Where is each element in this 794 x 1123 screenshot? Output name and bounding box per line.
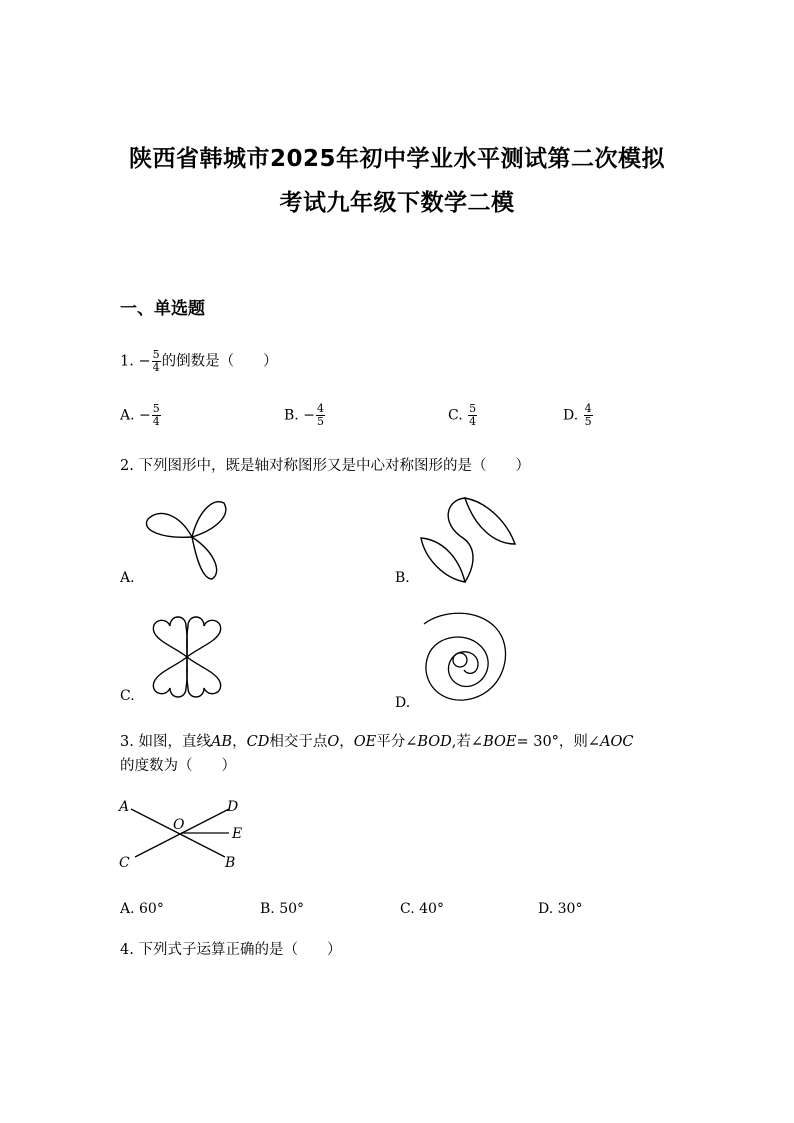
q1-option-c[interactable]: C. $\frac{5}{4}$ [448,402,477,428]
section-heading: 一、单选题 [120,299,205,319]
label-e: E [232,826,243,842]
question-number: 4. [120,942,134,958]
question-text: 的倒数是（ ） [161,353,278,370]
question-3: 3. 如图，直线AB，CD相交于点O，OE平分∠BOD,若∠BOE= 30°，则∠AOC [120,734,634,750]
q3-option-c[interactable]: C. 40° [400,901,444,917]
question-number: 1. [120,353,134,370]
propeller-figure [140,495,240,585]
spiral-figure [418,610,513,705]
question-3-line2: 的度数为（ ） [120,758,236,774]
minus-sign: − [138,353,151,370]
q2-option-c[interactable]: C. [120,688,135,704]
leaf-s-figure [415,494,520,586]
intersecting-lines-figure [115,795,255,875]
document-title-line1: 陕西省韩城市2025年初中学业水平测试第二次模拟 [128,146,665,172]
question-text: 下列图形中，既是轴对称图形又是中心对称图形的是（ ） [138,458,530,474]
q1-option-a[interactable]: A. − $\frac{5}{4}$ [120,402,160,428]
clover-figure [140,612,240,702]
q1-option-b[interactable]: B. − $\frac{4}{5}$ [284,402,324,428]
label-d: D [227,799,239,815]
q3-option-d[interactable]: D. 30° [538,901,583,917]
question-4 [120,938,341,959]
q1-option-d[interactable]: D. $\frac{4}{5}$ [563,402,592,428]
label-a: A [119,799,130,815]
fraction: $\frac{5}{4}$ [152,348,160,374]
q3-option-b[interactable]: B. 50° [260,901,305,917]
q2-option-a[interactable]: A. [120,570,135,586]
document-title-line2: 考试九年级下数学二模 [279,190,515,216]
question-text: 下列式子运算正确的是（ ） [138,942,342,958]
question-number: 3. [120,734,134,750]
q2-option-d[interactable]: D. [395,695,411,711]
q3-option-a[interactable]: A. 60° [120,901,164,917]
question-1 [120,349,278,374]
q2-option-b[interactable]: B. [395,570,410,586]
question-number: 2. [120,458,134,474]
question-2 [120,454,530,475]
label-c: C [119,855,130,871]
label-b: B [225,855,236,871]
label-o: O [173,817,185,833]
